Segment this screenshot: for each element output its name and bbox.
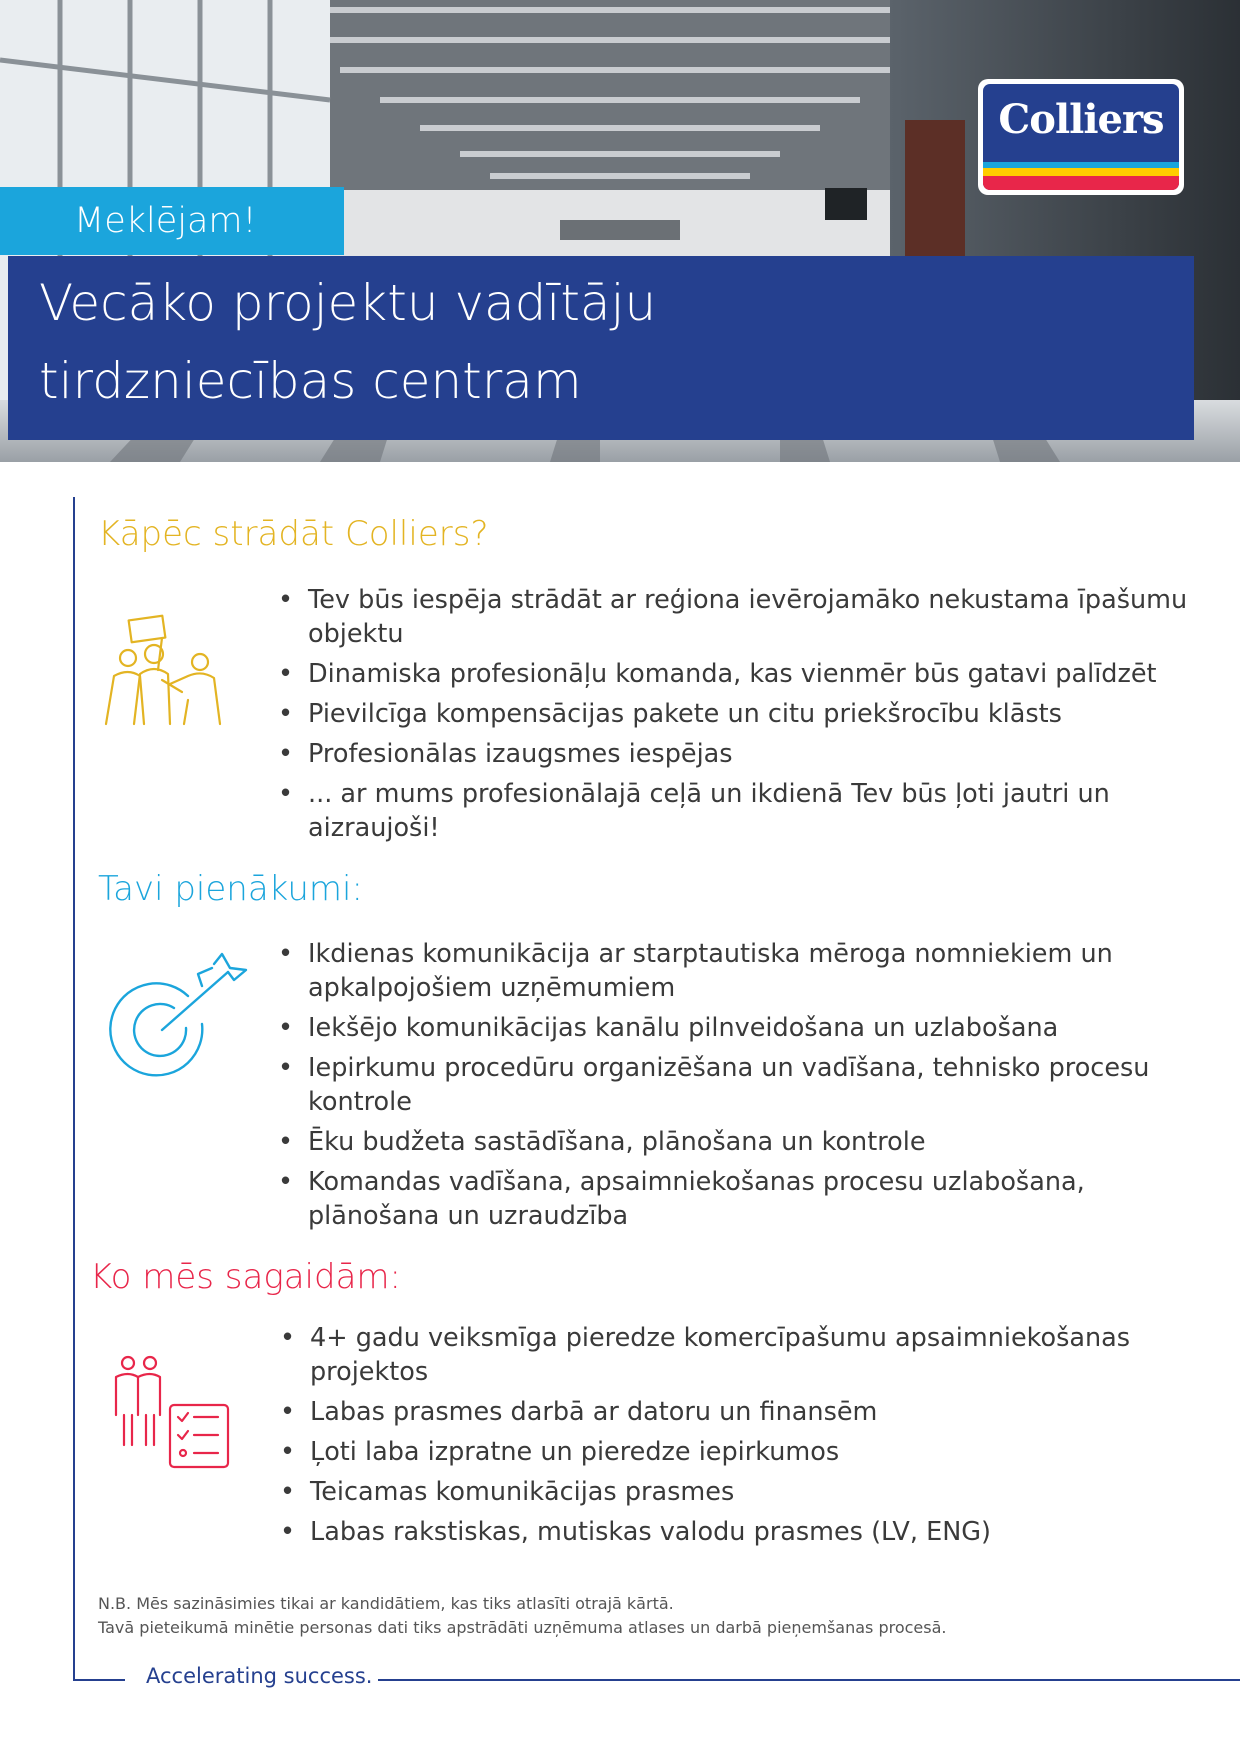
footer-divider-right bbox=[378, 1679, 1240, 1681]
job-title-line-2: tirdzniecības centram bbox=[39, 352, 582, 410]
duties-list bbox=[278, 937, 1198, 1239]
logo-stripe-yellow bbox=[983, 168, 1179, 176]
list-item: • Ļoti laba izpratne un pieredze iepirkumos bbox=[280, 1435, 1200, 1469]
footer-slogan: Accelerating success. bbox=[146, 1664, 373, 1688]
list-item: • Ikdienas komunikācija ar starptautiska mēroga nomniekiem un apkalpojošiem uzņēmumiem bbox=[278, 937, 1198, 1005]
job-title-box bbox=[8, 256, 1194, 440]
section-heading-expectations: Ko mēs sagaidām: bbox=[90, 1257, 401, 1297]
note-line-1: N.B. Mēs sazināsimies tikai ar kandidātiem, kas tiks atlasīti otrajā kārtā. bbox=[98, 1594, 674, 1613]
list-item: • ... ar mums profesionālajā ceļā un ikdienā Tev būs ļoti jautri un aizraujoši! bbox=[278, 777, 1198, 845]
logo-stripe-red bbox=[983, 176, 1179, 190]
people-checklist-icon bbox=[108, 1355, 238, 1475]
note-line-2: Tavā pieteikumā minētie personas dati tiks apstrādāti uzņēmuma atlases un darbā pieņemšanas procesā. bbox=[98, 1618, 947, 1637]
list-item: • Komandas vadīšana, apsaimniekošanas procesu uzlabošana, plānošana un uzraudzība bbox=[278, 1165, 1198, 1233]
list-item: • Ēku budžeta sastādīšana, plānošana un kontrole bbox=[278, 1125, 1198, 1159]
job-title-line-1: Vecāko projektu vadītāju bbox=[39, 274, 657, 332]
list-item: • Labas prasmes darbā ar datoru un finansēm bbox=[280, 1395, 1200, 1429]
colliers-logo bbox=[978, 79, 1184, 195]
target-arrow-icon bbox=[102, 950, 252, 1090]
footer-divider-left bbox=[73, 1679, 125, 1681]
section-heading-duties: Tavi pienākumi: bbox=[98, 869, 363, 909]
list-item: • Labas rakstiskas, mutiskas valodu prasmes (LV, ENG) bbox=[280, 1515, 1200, 1549]
hero-banner bbox=[0, 0, 1240, 462]
hiring-tag: Meklējam! bbox=[0, 187, 344, 255]
team-flag-icon bbox=[104, 614, 244, 726]
list-item: • Iepirkumu procedūru organizēšana un vadīšana, tehnisko procesu kontrole bbox=[278, 1051, 1198, 1119]
privacy-notes bbox=[98, 1592, 946, 1640]
colliers-logo-badge bbox=[983, 84, 1179, 190]
list-item: • Iekšējo komunikācijas kanālu pilnveidošana un uzlabošana bbox=[278, 1011, 1198, 1045]
list-item: • Teicamas komunikācijas prasmes bbox=[280, 1475, 1200, 1509]
list-item: • Pievilcīga kompensācijas pakete un citu priekšrocību klāsts bbox=[278, 697, 1198, 731]
list-item: • 4+ gadu veiksmīga pieredze komercīpašumu apsaimniekošanas projektos bbox=[280, 1321, 1200, 1389]
colliers-logo-text: Colliers bbox=[998, 96, 1164, 143]
left-divider bbox=[73, 497, 75, 1680]
list-item: • Profesionālas izaugsmes iespējas bbox=[278, 737, 1198, 771]
expectations-list bbox=[280, 1321, 1200, 1555]
why-list bbox=[278, 583, 1198, 851]
list-item: • Dinamiska profesionāļu komanda, kas vienmēr būs gatavi palīdzēt bbox=[278, 657, 1198, 691]
list-item: • Tev būs iespēja strādāt ar reģiona ievērojamāko nekustama īpašumu objektu bbox=[278, 583, 1198, 651]
section-heading-why: Kāpēc strādāt Colliers? bbox=[98, 514, 489, 554]
